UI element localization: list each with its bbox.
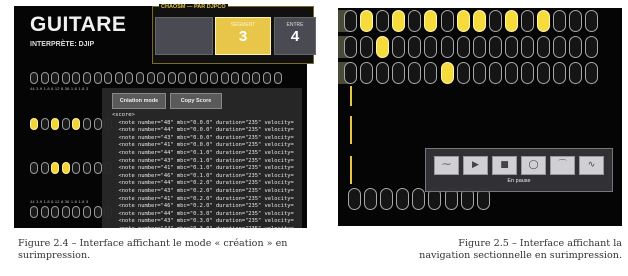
note-circle[interactable] [489, 62, 502, 84]
circle-row-2 [344, 36, 598, 58]
note-oval-active[interactable] [30, 118, 38, 130]
playhead-line [350, 86, 352, 106]
note-oval-active[interactable] [72, 118, 80, 130]
score-line: <note number="41" mbc="0.0.0" duration="235" velocity= [112, 142, 294, 149]
note-circle[interactable] [457, 36, 470, 58]
note-oval[interactable] [72, 162, 80, 174]
note-circle[interactable] [412, 188, 425, 210]
note-circle[interactable] [553, 62, 566, 84]
note-oval[interactable] [242, 72, 250, 84]
note-circle[interactable] [569, 10, 582, 32]
figure-caption-left: Figure 2.4 – Interface affichant le mode « création » en surimpression. [18, 238, 288, 261]
circle-row-3 [344, 62, 598, 84]
note-oval[interactable] [62, 72, 70, 84]
note-oval[interactable] [51, 206, 59, 218]
caption-right-line1: Figure 2.5 – Interface affichant la [458, 238, 622, 249]
note-oval-active[interactable] [62, 162, 70, 174]
score-line: <note number="44" mbc="0.0.0" duration="235" velocity= [112, 127, 294, 134]
score-xml [112, 112, 294, 234]
note-oval[interactable] [83, 72, 91, 84]
note-oval[interactable] [252, 72, 260, 84]
caption-right-line2: navigation sectionnelle en surimpression. [419, 250, 622, 261]
note-oval[interactable] [94, 72, 102, 84]
note-circle[interactable] [521, 62, 534, 84]
note-circle[interactable] [489, 10, 502, 32]
note-circle[interactable] [392, 62, 405, 84]
note-oval[interactable] [72, 206, 80, 218]
note-circle[interactable] [521, 36, 534, 58]
note-circle[interactable] [408, 62, 421, 84]
note-row-2 [30, 118, 112, 130]
note-circle[interactable] [505, 36, 518, 58]
score-line: <note number="44" mbc="0.3.0" duration="235" velocity= [112, 210, 294, 217]
note-circle-active[interactable] [424, 10, 437, 32]
circle-row-1 [344, 10, 598, 32]
performer-label: INTERPRÈTE: DJIP [30, 41, 95, 48]
rewind-button[interactable]: ⁓ [434, 156, 459, 175]
note-oval[interactable] [30, 72, 38, 84]
playhead-line [350, 156, 352, 184]
score-line: <note number="44" mbc="0.1.0" duration="235" velocity= [112, 149, 294, 156]
note-circle-active[interactable] [360, 10, 373, 32]
note-circle[interactable] [424, 36, 437, 58]
note-oval[interactable] [41, 118, 49, 130]
note-oval[interactable] [210, 72, 218, 84]
score-line: <note number="43" mbc="0.3.0" duration="235" velocity= [112, 218, 294, 225]
note-circle[interactable] [473, 62, 486, 84]
creation-mode-overlay [102, 88, 302, 232]
note-circle-active[interactable] [376, 36, 389, 58]
note-oval-active[interactable] [51, 162, 59, 174]
note-circle[interactable] [364, 188, 377, 210]
note-circle[interactable] [585, 36, 598, 58]
note-row-1 [30, 72, 282, 84]
note-circle[interactable] [537, 36, 550, 58]
note-oval[interactable] [221, 72, 229, 84]
note-oval[interactable] [189, 72, 197, 84]
instrument-title: GUITARE [30, 13, 127, 36]
score-line: <note number="43" mbc="0.1.0" duration="235" velocity= [112, 157, 294, 164]
note-oval[interactable] [136, 72, 144, 84]
mode-panel [152, 6, 314, 64]
segment-tile-next[interactable]: ENTRE 4 [274, 17, 316, 55]
note-oval[interactable] [41, 206, 49, 218]
note-circle[interactable] [360, 36, 373, 58]
score-line: <note number="44" mbc="0.2.0" duration="235" velocity= [112, 180, 294, 187]
note-circle-active[interactable] [505, 10, 518, 32]
note-oval[interactable] [83, 162, 91, 174]
figure-creation-mode [14, 4, 307, 232]
note-circle[interactable] [441, 36, 454, 58]
note-circle[interactable] [489, 36, 502, 58]
note-oval[interactable] [125, 72, 133, 84]
note-oval[interactable] [41, 162, 49, 174]
score-line: <note number="43" mbc="0.2.0" duration="235" velocity= [112, 187, 294, 194]
note-oval[interactable] [263, 72, 271, 84]
note-circle[interactable] [569, 62, 582, 84]
note-oval[interactable] [72, 72, 80, 84]
note-circle[interactable] [380, 188, 393, 210]
playhead-line [350, 116, 352, 144]
score-line: <score> [112, 112, 135, 118]
note-oval[interactable] [94, 162, 102, 174]
note-circle-active[interactable] [392, 10, 405, 32]
score-line: <note number="46" mbc="0.2.0" duration="235" velocity= [112, 203, 294, 210]
note-circle[interactable] [537, 62, 550, 84]
score-line: <note number="48" mbc="0.0.0" duration="235" velocity= [112, 119, 294, 126]
note-oval[interactable] [274, 72, 282, 84]
segment-tile-previous[interactable] [155, 17, 213, 55]
score-line: <note number="41" mbc="0.2.0" duration="235" velocity= [112, 195, 294, 202]
note-circle-active[interactable] [441, 62, 454, 84]
note-oval[interactable] [104, 72, 112, 84]
note-circle[interactable] [569, 36, 582, 58]
note-oval[interactable] [200, 72, 208, 84]
note-oval[interactable] [30, 206, 38, 218]
note-circle[interactable] [376, 62, 389, 84]
note-oval[interactable] [178, 72, 186, 84]
section-navigation-overlay [425, 148, 613, 192]
note-row-3 [30, 162, 112, 174]
score-line: <note number="43" mbc="0.0.0" duration="235" velocity= [112, 134, 294, 141]
note-circle-active[interactable] [537, 10, 550, 32]
note-row-4 [30, 206, 112, 218]
note-oval[interactable] [51, 72, 59, 84]
playback-status: En pause [507, 178, 531, 184]
previous-section-button[interactable]: ⌒ [550, 156, 575, 175]
note-oval[interactable] [83, 206, 91, 218]
note-circle[interactable] [396, 188, 409, 210]
note-circle[interactable] [441, 10, 454, 32]
note-circle[interactable] [392, 36, 405, 58]
note-oval[interactable] [231, 72, 239, 84]
play-button[interactable]: ▶ [463, 156, 488, 175]
copy-score-button[interactable]: Copy Score [170, 93, 222, 109]
note-circle[interactable] [473, 36, 486, 58]
note-circle[interactable] [344, 36, 357, 58]
score-line: <note number="46" mbc="0.1.0" duration="235" velocity= [112, 172, 294, 179]
forward-button[interactable]: ∿ [579, 156, 604, 175]
note-oval-active[interactable] [51, 118, 59, 130]
row-value-labels: 44 3.9 1.8 6.12 8.36 1.6 1.8 3 [30, 86, 89, 91]
note-oval[interactable] [115, 72, 123, 84]
note-circle[interactable] [348, 188, 361, 210]
note-oval[interactable] [30, 162, 38, 174]
score-line: <note number="44" mbc="0.3.0" duration="235" velocity= [112, 225, 294, 232]
figure-section-navigation [338, 8, 622, 226]
note-oval[interactable] [62, 118, 70, 130]
note-circle-active[interactable] [457, 10, 470, 32]
note-circle[interactable] [408, 10, 421, 32]
note-circle[interactable] [521, 10, 534, 32]
note-circle[interactable] [424, 62, 437, 84]
score-line: <note number="41" mbc="0.1.0" duration="235" velocity= [112, 165, 294, 172]
note-circle[interactable] [376, 10, 389, 32]
note-circle[interactable] [344, 10, 357, 32]
note-circle[interactable] [360, 62, 373, 84]
note-circle[interactable] [408, 36, 421, 58]
mode-panel-title: CHAOSM — PAR DJPCO [161, 4, 226, 10]
note-circle[interactable] [344, 62, 357, 84]
note-oval[interactable] [94, 206, 102, 218]
figure-caption-right [360, 238, 622, 262]
note-circle[interactable] [585, 10, 598, 32]
row-value-labels: 44 3.9 1.8 6.12 8.36 1.6 1.8 3 [30, 199, 89, 204]
creation-mode-button[interactable]: Création mode [112, 93, 166, 109]
segment-tile-current[interactable]: SEGMENT 3 [215, 17, 271, 55]
note-oval[interactable] [147, 72, 155, 84]
note-oval[interactable] [168, 72, 176, 84]
note-oval[interactable] [41, 72, 49, 84]
loop-button[interactable]: ◯ [521, 156, 546, 175]
note-circle[interactable] [553, 10, 566, 32]
note-oval[interactable] [157, 72, 165, 84]
note-oval[interactable] [83, 118, 91, 130]
note-circle[interactable] [505, 62, 518, 84]
note-circle[interactable] [553, 36, 566, 58]
note-circle[interactable] [457, 62, 470, 84]
note-oval[interactable] [62, 206, 70, 218]
stop-button[interactable]: ■ [492, 156, 517, 175]
note-circle[interactable] [585, 62, 598, 84]
note-oval[interactable] [94, 118, 102, 130]
note-circle-active[interactable] [473, 10, 486, 32]
